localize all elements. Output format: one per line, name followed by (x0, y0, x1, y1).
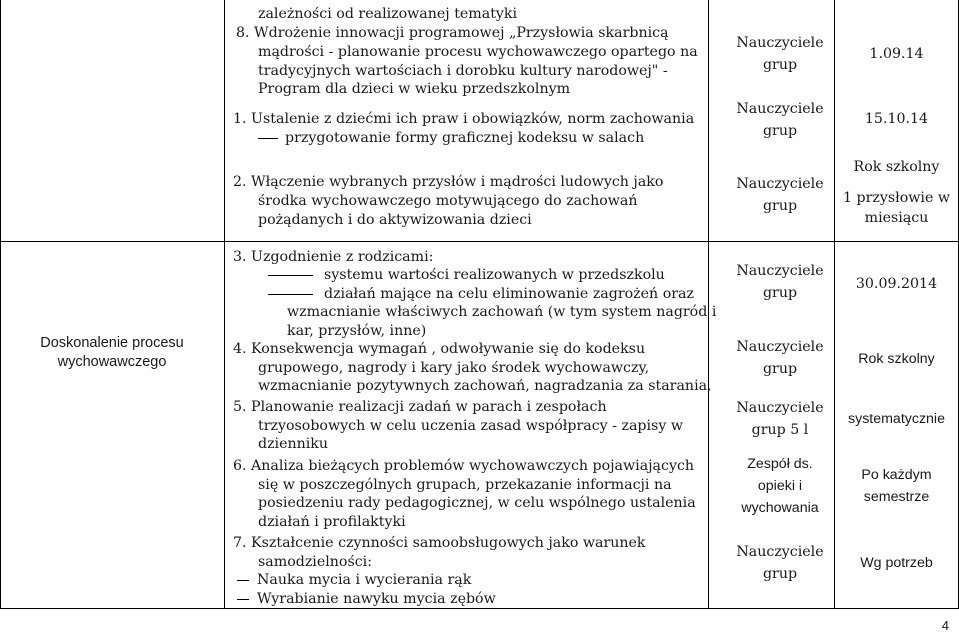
responsible-line: grup (762, 361, 798, 377)
date-cell (834, 273, 959, 295)
task-text-part: Nauka mycia i wycierania rąk (257, 572, 472, 588)
task-text: wzmacnianie właściwych zachowań (w tym system nagród i (287, 304, 717, 320)
dash-bullet (268, 275, 313, 276)
responsible-line: grup (762, 566, 798, 582)
task-text: działań i profilaktyki (258, 514, 406, 530)
dash-bullet (258, 138, 278, 139)
task-text-part: działań mające na celu eliminowanie zagrożeń oraz (324, 286, 694, 302)
task-text: 2. Włączenie wybranych przysłów i mądrości ludowych jako (233, 174, 664, 190)
date-cell (834, 43, 959, 65)
date-line: 15.10.14 (864, 111, 929, 127)
responsible-line: grup (762, 57, 798, 73)
dash-bullet (237, 599, 249, 600)
table-row-separator (0, 241, 959, 242)
task-text: dzienniku (258, 436, 329, 452)
date-line: Wg potrzeb (860, 555, 933, 571)
date-cell (834, 108, 959, 130)
task-text (268, 285, 694, 303)
responsible-line: Zespół ds. (747, 456, 813, 472)
date-cell (834, 156, 959, 228)
responsible-cell (725, 336, 835, 380)
responsible-line: Nauczyciele (736, 400, 824, 416)
responsible-cell (725, 397, 835, 441)
task-text: posiedzeniu rady pedagogicznej, w celu wspólnego ustalenia (258, 495, 696, 511)
task-text: trzyosobowych w celu uczenia zasad współpracy - zapisy w (258, 418, 684, 434)
date-line: semestrze (863, 489, 930, 505)
task-text: Program dla dzieci w wieku przedszkolnym (258, 81, 571, 97)
responsible-cell (725, 98, 835, 142)
responsible-line: grup (762, 285, 798, 301)
task-text: zależności od realizowanej tematyki (258, 6, 518, 22)
dash-bullet (268, 294, 313, 295)
date-line: 1 przysłowie w (842, 190, 951, 206)
date-line: Po każdym (861, 467, 932, 483)
responsible-line: wychowania (741, 500, 819, 516)
responsible-line: Nauczyciele (736, 544, 824, 560)
task-text: się w poszczególnych grupach, przekazanie informacji na (258, 477, 672, 493)
page-number: 4 (941, 618, 949, 633)
task-text (258, 129, 644, 147)
date-line: systematycznie (848, 411, 945, 427)
date-cell (834, 348, 959, 370)
date-cell (834, 464, 959, 508)
responsible-line: Nauczyciele (736, 176, 824, 192)
task-text: 8. Wdrożenie innowacji programowej „Przysłowia skarbnicą (236, 25, 669, 41)
responsible-line: grup (762, 123, 798, 139)
task-text: środka wychowawczego motywującego do zachowań (258, 193, 638, 209)
task-text: 4. Konsekwencja wymagań , odwoływanie się do kodeksu (233, 341, 646, 357)
dash-bullet (237, 580, 249, 581)
responsible-line: grup (762, 198, 798, 214)
task-text: 1. Ustalenie z dziećmi ich praw i obowiązków, norm zachowania (233, 111, 695, 127)
task-text: mądrości - planowanie procesu wychowawczego opartego na (258, 44, 698, 60)
task-text (268, 266, 665, 284)
responsible-cell (725, 173, 835, 217)
responsible-cell (725, 541, 835, 585)
category-label: Doskonalenie procesu wychowawczego (40, 335, 184, 370)
task-text: tradycyjnych wartościach i dorobku kultury narodowej" - (258, 63, 668, 79)
task-text: 7. Kształcenie czynności samoobsługowych jako warunek (233, 535, 646, 551)
date-cell (834, 408, 959, 430)
responsible-cell (725, 260, 835, 304)
date-line: 1.09.14 (869, 46, 924, 62)
responsible-line: Nauczyciele (736, 35, 824, 51)
date-cell (834, 552, 959, 574)
responsible-line: opieki i (757, 478, 803, 494)
responsible-line: grup 5 l (751, 422, 809, 438)
table-border-left (0, 0, 1, 609)
responsible-cell (725, 453, 835, 519)
date-line: miesiącu (864, 210, 929, 226)
task-text: wzmacnianie pozytywnych zachowań, nagradzania za starania, (258, 378, 712, 394)
task-text (237, 590, 496, 608)
responsible-line: Nauczyciele (736, 263, 824, 279)
task-text-part: Wyrabianie nawyku mycia zębów (257, 591, 496, 607)
task-text-part: systemu wartości realizowanych w przedszkolu (324, 267, 665, 283)
task-text: grupowego, nagrody i kary jako środek wychowawczy, (258, 360, 650, 376)
task-text: kar, przysłów, inne) (287, 323, 427, 339)
responsible-cell (725, 32, 835, 76)
responsible-line: Nauczyciele (736, 101, 824, 117)
task-text: 3. Uzgodnienie z rodzicami: (233, 249, 434, 265)
task-text-part: przygotowanie formy graficznej kodeksu w salach (285, 130, 645, 146)
date-line: Rok szkolny (858, 351, 935, 367)
responsible-line: Nauczyciele (736, 339, 824, 355)
table-divider-1 (224, 0, 225, 609)
date-line: 30.09.2014 (855, 276, 938, 292)
task-text (237, 571, 471, 589)
task-text: 6. Analiza bieżących problemów wychowawczych pojawiających (233, 458, 695, 474)
task-text: pożądanych i do aktywizowania dzieci (258, 212, 532, 228)
task-text: samodzielności: (258, 554, 372, 570)
date-line: Rok szkolny (853, 159, 940, 175)
task-text: 5. Planowanie realizacji zadań w parach i zespołach (233, 399, 607, 415)
